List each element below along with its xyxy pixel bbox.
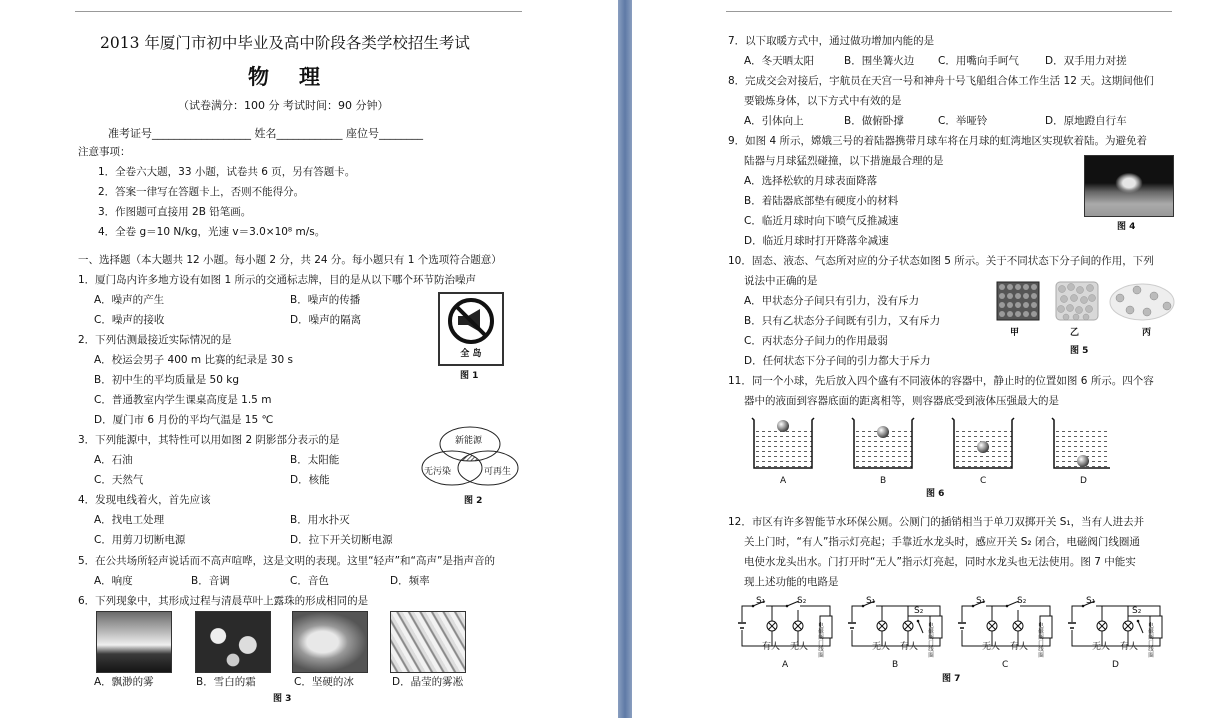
question-stem: 10．固态、液态、气态所对应的分子状态如图 5 所示。关于不同状态下分子间的作用，下列 [728,255,1154,267]
valve-coil-label: 电磁阀门线圈 [1148,623,1154,659]
option: B．围坐篝火边 [844,55,915,67]
option: D．拉下开关切断电源 [290,534,393,546]
question-stem: 11．同一个小球，先后放入四个盛有不同液体的容器中，静止时的位置如图 6 所示。四个容 [728,375,1154,387]
no-horn-sign [438,292,504,366]
option: B．噪声的传播 [290,294,361,306]
option: B．着陆器底部垫有硬度小的材料 [744,195,899,207]
figure-caption: 图 4 [1117,222,1136,232]
beaker-d [1052,418,1110,468]
lunar-lander-photo [1084,155,1174,217]
fog-photo [96,611,172,673]
beaker-label: A [780,476,787,486]
option: A．石油 [94,454,133,466]
lamp-label-occupied: 有人 [1010,642,1029,652]
question-stem: 3．下列能源中，其特性可以用如图 2 阴影部分表示的是 [78,434,340,446]
switch-label: S₁ [976,596,986,606]
exam-info: （试卷满分：100 分 考试时间：90 分钟） [178,99,389,112]
beaker-label: C [980,476,987,486]
option: C．音色 [290,575,329,587]
option: C．噪声的接收 [94,314,165,326]
option: A．找电工处理 [94,514,165,526]
figure-caption: 图 1 [460,371,479,381]
option: D．临近月球时打开降落伞减速 [744,235,889,247]
liquid-cylinder [1056,282,1098,320]
no-horn-icon [440,294,502,346]
lamp-label-vacant: 无人 [790,642,809,652]
lamp-label-occupied: 有人 [900,642,919,652]
option: B．只有乙状态分子间既有引力，又有斥力 [744,315,941,327]
option: A．校运会男子 400 m 比赛的纪录是 30 s [94,354,293,366]
question-stem: 4．发现电线着火，首先应该 [78,494,211,506]
header-rule [726,11,1172,12]
option: D．晶莹的雾凇 [392,676,464,688]
beaker-label: B [880,476,887,486]
switch-label: S₂ [914,606,924,616]
question-stem: 12．市区有许多智能节水环保公厕。公厕门的插销相当于单刀双掷开关 S₁，当有人进去并 [728,516,1145,528]
molecule-states-figure [992,276,1177,326]
notice-item: 3．作图题可直接用 2B 铅笔画。 [98,206,252,218]
gas-cloud [1110,284,1174,320]
option: A．飘渺的雾 [94,676,154,688]
question-stem: 说法中正确的是 [744,275,818,287]
frost-photo [195,611,271,673]
option: C．举哑铃 [938,115,988,127]
question-stem: 要锻炼身体，以下方式中有效的是 [744,95,902,107]
circuit-label: C [1002,660,1009,670]
venn-label-left: 无污染 [424,467,452,477]
figure-caption: 图 2 [464,496,483,506]
valve-coil-label: 电磁阀门线圈 [928,623,934,659]
figure-caption: 图 5 [1070,346,1089,356]
exam-title: 2013 年厦门市初中毕业及高中阶段各类学校招生考试 [100,34,470,52]
option: C．普通教室内学生课桌高度是 1.5 m [94,394,272,406]
figure-caption: 图 3 [273,694,292,704]
option: D．厦门市 6 月份的平均气温是 15 ℃ [94,414,274,426]
switch-label: S₁ [756,596,766,606]
circuit-label: D [1112,660,1119,670]
question-stem: 陆器与月球猛烈碰撞，以下措施最合理的是 [744,155,944,167]
valve-coil-label: 电磁阀门线圈 [1038,623,1044,659]
question-stem: 器中的液面到容器底面的距离相等，则容器底受到液体压强最大的是 [744,395,1059,407]
header-rule [75,11,522,12]
right-page [632,0,1222,718]
switch-label: S₁ [1086,596,1096,606]
beaker-label: D [1080,476,1087,486]
option: A．引体向上 [744,115,804,127]
subject-title: 物理 [248,64,350,89]
question-stem: 5．在公共场所轻声说话而不高声喧哗，这是文明的表现。这里“轻声”和“高声”是指声音的 [78,555,495,567]
option: C．坚硬的冰 [294,676,354,688]
candidate-line: 准考证号__________________ 姓名____________ 座位号________ [108,127,423,140]
lamp-label-occupied: 有人 [762,642,781,652]
option: D．原地蹬自行车 [1045,115,1127,127]
sign-text: 全 岛 [460,349,482,359]
valve-coil-label: 电磁阀门线圈 [818,623,824,659]
option: C．临近月球时向下喷气反推减速 [744,215,899,227]
option: B．雪白的霜 [196,676,256,688]
option: C．用嘴向手呵气 [938,55,1019,67]
option: D．任何状态下分子间的引力都大于斥力 [744,355,931,367]
option: B．用水扑灭 [290,514,350,526]
option: B．太阳能 [290,454,340,466]
option: B．初中生的平均质量是 50 kg [94,374,239,386]
circuit-label: A [782,660,789,670]
state-label-liquid: 乙 [1070,328,1080,338]
page-gutter [618,0,632,718]
option: D．噪声的隔离 [290,314,362,326]
figure-caption: 图 6 [926,489,945,499]
option: B．做俯卧撑 [844,115,904,127]
option: A．冬天晒太阳 [744,55,815,67]
rime-photo [390,611,466,673]
question-stem: 6．下列现象中，其形成过程与清晨草叶上露珠的形成相同的是 [78,595,369,607]
switch-label: S₂ [1017,596,1027,606]
option: D．频率 [390,575,430,587]
option: D．核能 [290,474,330,486]
question-stem: 8．完成交会对接后，宇航员在天宫一号和神舟十号飞船组合体工作生活 12 天。这期间他们 [728,75,1154,87]
notice-item: 2．答案一律写在答题卡上，否则不能得分。 [98,186,305,198]
state-label-gas: 丙 [1142,328,1152,338]
beaker-b [852,418,914,468]
switch-label: S₁ [866,596,876,606]
question-stem: 电使水龙头出水。门打开时“无人”指示灯亮起，同时水龙头也无法使用。图 7 中能实 [744,556,1136,568]
venn-label-right: 可再生 [484,467,512,477]
lamp-label-occupied: 有人 [1120,642,1139,652]
option: A．噪声的产生 [94,294,165,306]
section-heading: 一、选择题（本大题共 12 小题。每小题 2 分，共 24 分。每小题只有 1 个选项符合题意） [78,254,502,266]
lamp-label-vacant: 无人 [872,642,891,652]
switch-label: S₂ [1132,606,1142,616]
notice-item: 1．全卷六大题，33 小题，试卷共 6 页，另有答题卡。 [98,166,356,178]
option: C．天然气 [94,474,144,486]
question-stem: 2．下列估测最接近实际情况的是 [78,334,232,346]
option: A．甲状态分子间只有引力，没有斥力 [744,295,920,307]
beaker-a [752,418,814,468]
solid-lattice [997,282,1039,320]
option: B．音调 [191,575,230,587]
state-label-solid: 甲 [1010,328,1020,338]
venn-label-top: 新能源 [455,436,483,446]
option: A．响度 [94,575,133,587]
circuit-label: B [892,660,899,670]
question-stem: 现上述功能的电路是 [744,576,839,588]
notice-item: 4．全卷 g＝10 N/kg，光速 v＝3.0×10⁸ m/s。 [98,226,326,238]
beaker-c [952,418,1014,468]
figure-caption: 图 7 [942,674,961,684]
lamp-label-vacant: 无人 [982,642,1001,652]
notice-title: 注意事项： [78,146,131,158]
question-stem: 9．如图 4 所示，嫦娥三号的着陆器携带月球车将在月球的虹湾地区实现软着陆。为避免着 [728,135,1148,147]
option: D．双手用力对搓 [1045,55,1127,67]
option: A．选择松软的月球表面降落 [744,175,878,187]
lamp-label-vacant: 无人 [1092,642,1111,652]
option: C．丙状态分子间力的作用最弱 [744,335,888,347]
question-stem: 1．厦门岛内许多地方设有如图 1 所示的交通标志牌，目的是从以下哪个环节防治噪声 [78,274,477,286]
question-stem: 7．以下取暖方式中，通过做功增加内能的是 [728,35,935,47]
beakers-figure [750,414,1110,472]
switch-label: S₂ [797,596,807,606]
ice-photo [292,611,368,673]
question-stem: 关上门时，“有人”指示灯亮起；手靠近水龙头时，感应开关 S₂ 闭合，电磁阀门线圈通 [744,536,1140,548]
option: C．用剪刀切断电源 [94,534,186,546]
